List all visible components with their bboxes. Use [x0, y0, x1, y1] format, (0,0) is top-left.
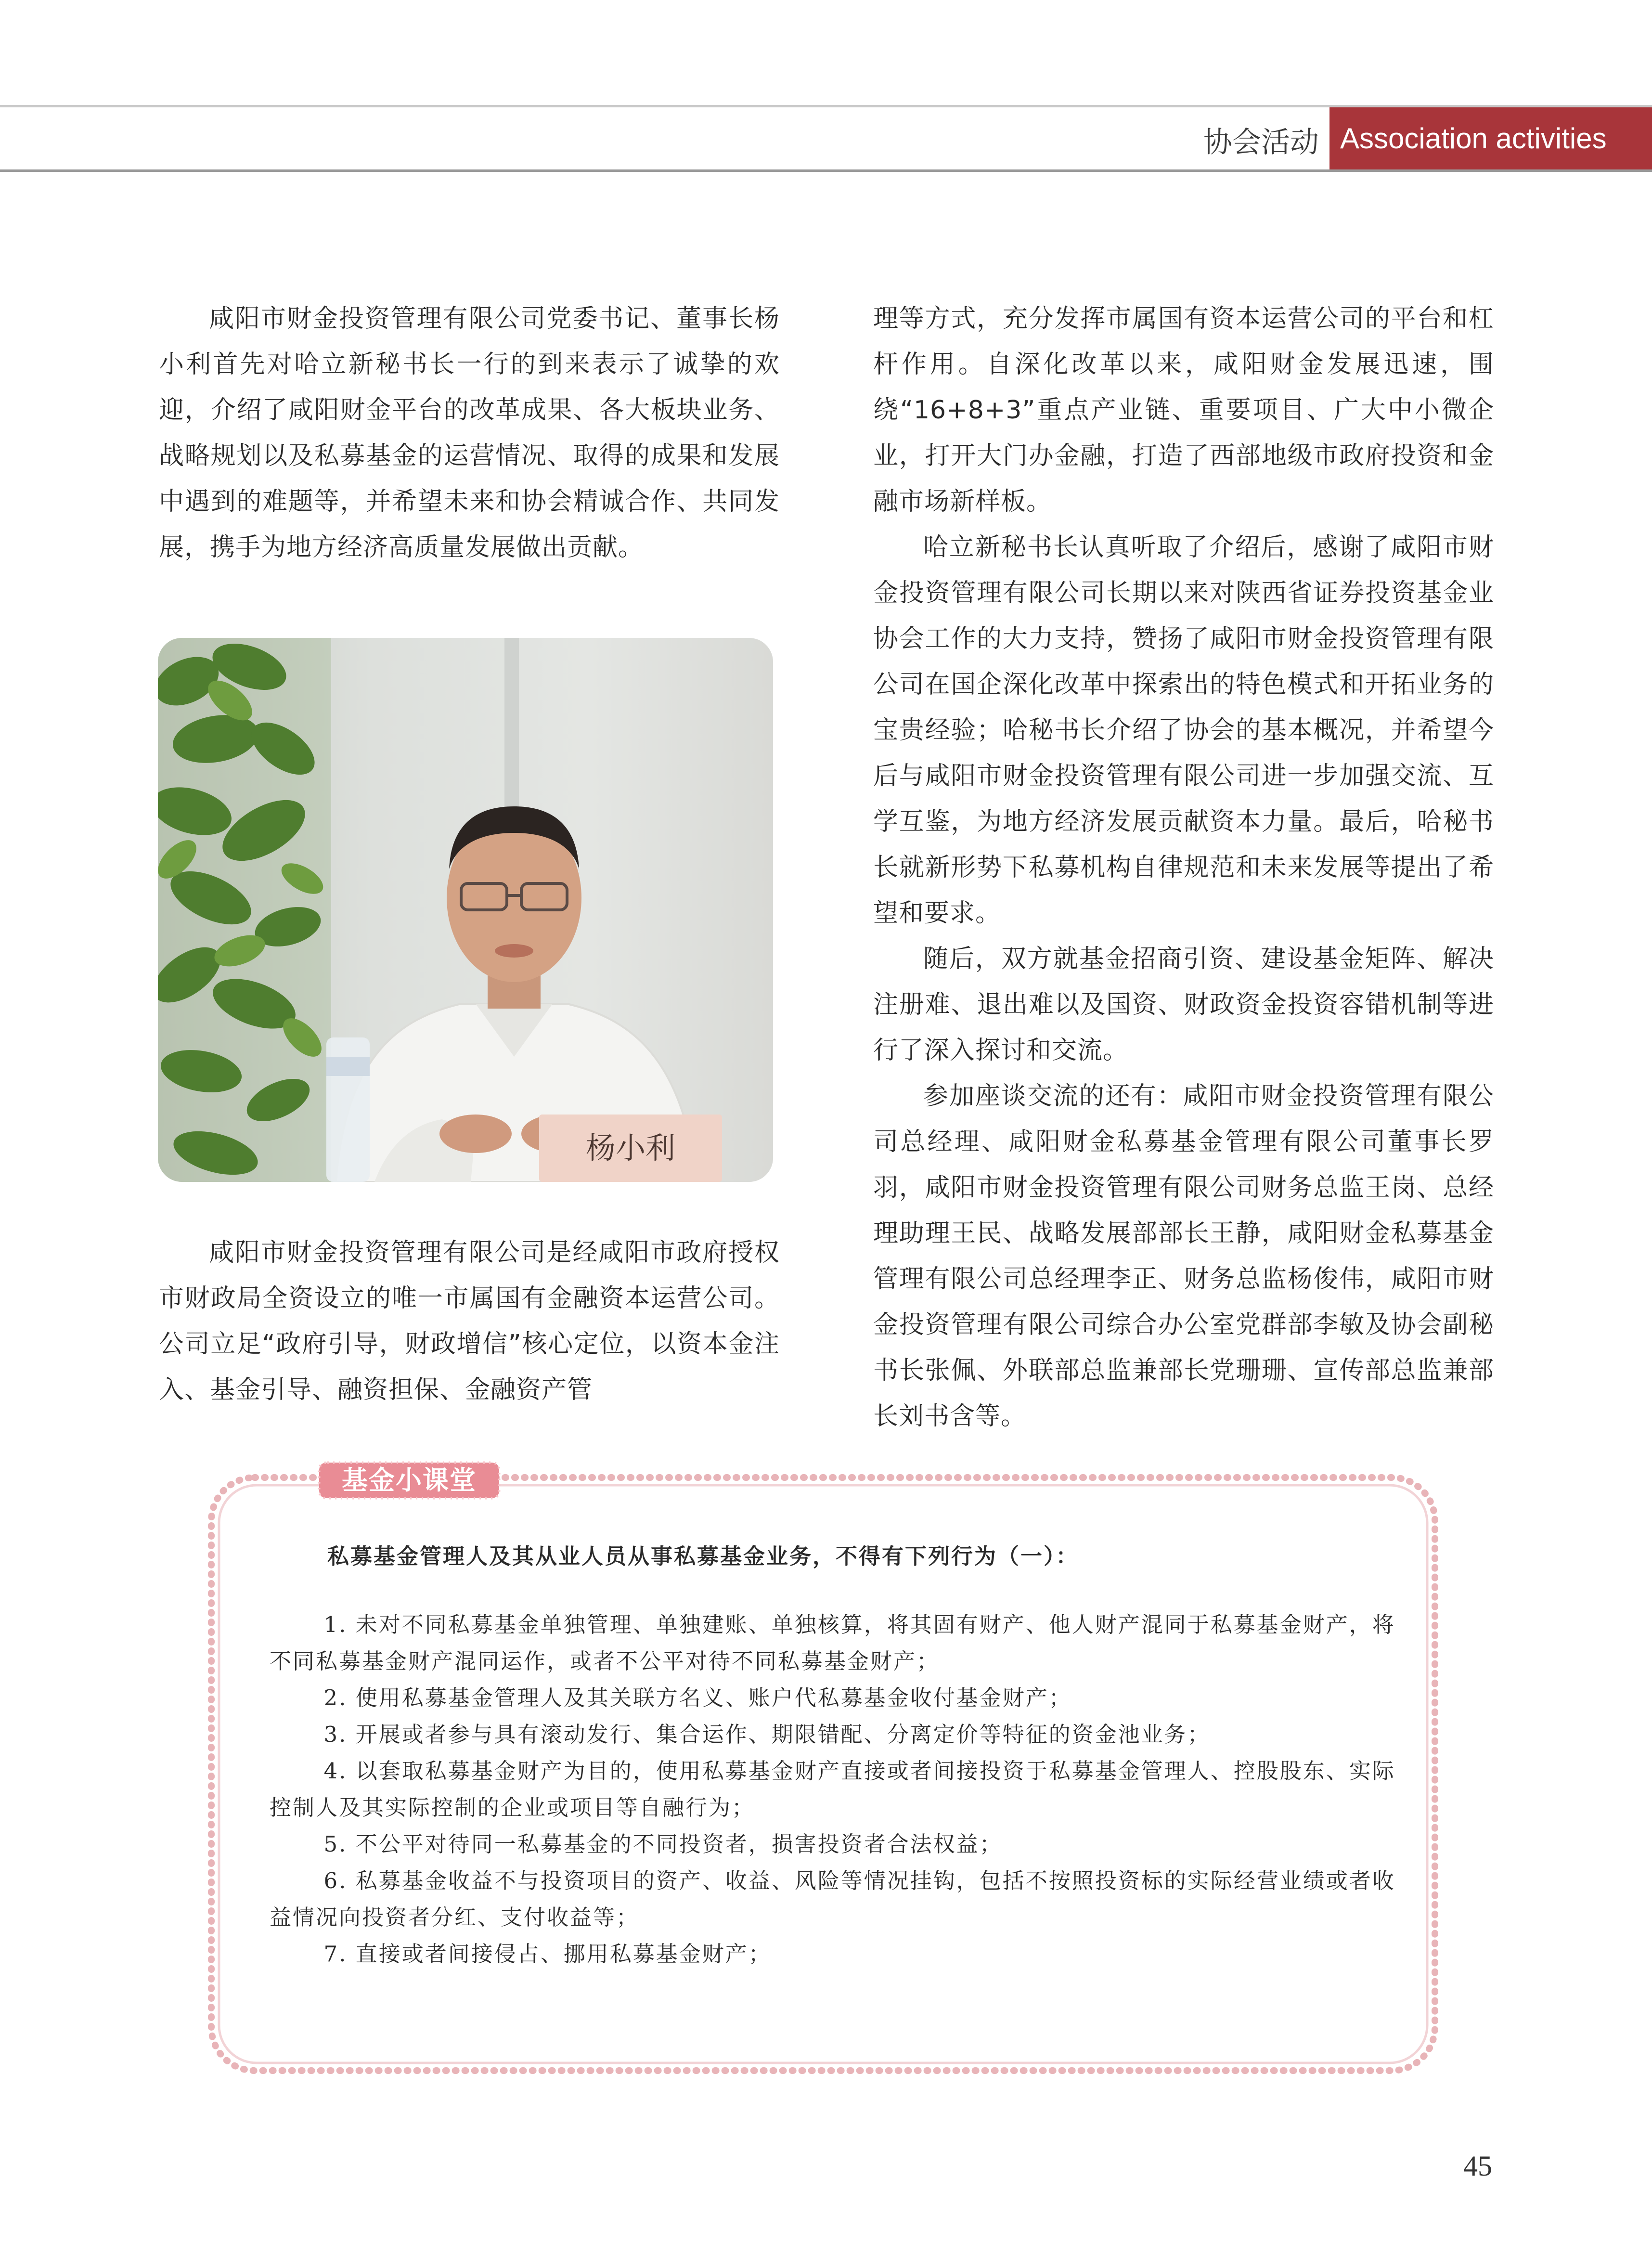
article-paragraph: 咸阳市财金投资管理有限公司是经咸阳市政府授权市财政局全资设立的唯一市属国有金融资本运营公司。公司立足“政府引导，财政增信”核心定位，以资本金注入、基金引导、融资担保、金融资产管 [159, 1238, 780, 1404]
section-title-en: Association activities [1329, 107, 1652, 169]
fund-class-item: 6. 私募基金收益不与投资项目的资产、收益、风险等情况挂钩，包括不按照投资标的实际经营业绩或者收益情况向投资者分红、支付收益等； [270, 1868, 1395, 1930]
nameplate [539, 1115, 722, 1182]
article-paragraph: 理等方式，充分发挥市属国有资本运营公司的平台和杠杆作用。自深化改革以来，咸阳财金发展迅速，围绕“16+8+3”重点产业链、重要项目、广大中小微企业，打开大门办金融，打造了西部地级市政府投资和金融市场新样板。 [873, 304, 1494, 516]
section-title-cn: 协会活动 [1203, 126, 1319, 159]
article-paragraph: 参加座谈交流的还有：咸阳市财金投资管理有限公司总经理、咸阳财金私募基金管理有限公司董事长罗羽，咸阳市财金投资管理有限公司财务总监王岗、总经理助理王民、战略发展部部长王静，咸阳财金私募基金管理有限公司总经理李正、财务总监杨俊伟，咸阳市财金投资管理有限公司综合办公室党群部李敏及协会副秘书长张佩、外联部总监兼部长党珊珊、宣传部总监兼部长刘书含等。 [873, 1082, 1494, 1431]
fund-class-item: 4. 以套取私募基金财产为目的，使用私募基金财产直接或者间接投资于私募基金管理人、控股股东、实际控制人及其实际控制的企业或项目等自融行为； [270, 1758, 1395, 1820]
plant-image [158, 638, 331, 1182]
fund-class-item: 5. 不公平对待同一私募基金的不同投资者，损害投资者合法权益； [323, 1831, 1003, 1857]
fund-class-item: 7. 直接或者间接侵占、挪用私募基金财产； [323, 1941, 772, 1967]
article-right [873, 296, 1494, 1439]
fund-class-item: 1. 未对不同私募基金单独管理、单独建账、单独核算，将其固有财产、他人财产混同于私募基金财产，将不同私募基金财产混同运作，或者不公平对待不同私募基金财产； [270, 1612, 1395, 1674]
fund-class-title: 基金小课堂 [342, 1465, 477, 1495]
nameplate-text: 杨小利 [585, 1130, 675, 1166]
page-number: 45 [1463, 2150, 1492, 2182]
fund-class-item: 3. 开展或者参与具有滚动发行、集合运作、期限错配、分离定价等特征的资金池业务； [323, 1722, 1211, 1747]
fund-class-item: 2. 使用私募基金管理人及其关联方名义、账户代私募基金收付基金财产； [323, 1685, 1072, 1711]
article-paragraph: 咸阳市财金投资管理有限公司党委书记、董事长杨小利首先对哈立新秘书长一行的到来表示了诚挚的欢迎，介绍了咸阳财金平台的改革成果、各大板块业务、战略规划以及私募基金的运营情况、取得的成果和发展中遇到的难题等，并希望未来和协会精诚合作、共同发展，携手为地方经济高质量发展做出贡献。 [159, 304, 780, 562]
article-paragraph: 哈立新秘书长认真听取了介绍后，感谢了咸阳市财金投资管理有限公司长期以来对陕西省证券投资基金业协会工作的大力支持，赞扬了咸阳市财金投资管理有限公司在国企深化改革中探索出的特色模式和开拓业务的宝贵经验；哈秘书长介绍了协会的基本概况，并希望今后与咸阳市财金投资管理有限公司进一步加强交流、互学互鉴，为地方经济发展贡献资本力量。最后，哈秘书长就新形势下私募机构自律规范和未来发展等提出了希望和要求。 [873, 533, 1494, 928]
fund-class-heading: 私募基金管理人及其从业人员从事私募基金业务，不得有下列行为（一）： [327, 1543, 1079, 1569]
fund-class-content [270, 1538, 1396, 1972]
article-left-top [159, 296, 780, 570]
article-paragraph: 随后，双方就基金招商引资、建设基金矩阵、解决注册难、退出难以及国资、财政资金投资容错机制等进行了深入探讨和交流。 [873, 945, 1494, 1065]
article-left-bottom [159, 1230, 780, 1413]
header-bottom-rule [0, 169, 1652, 172]
article-photo [158, 638, 773, 1182]
